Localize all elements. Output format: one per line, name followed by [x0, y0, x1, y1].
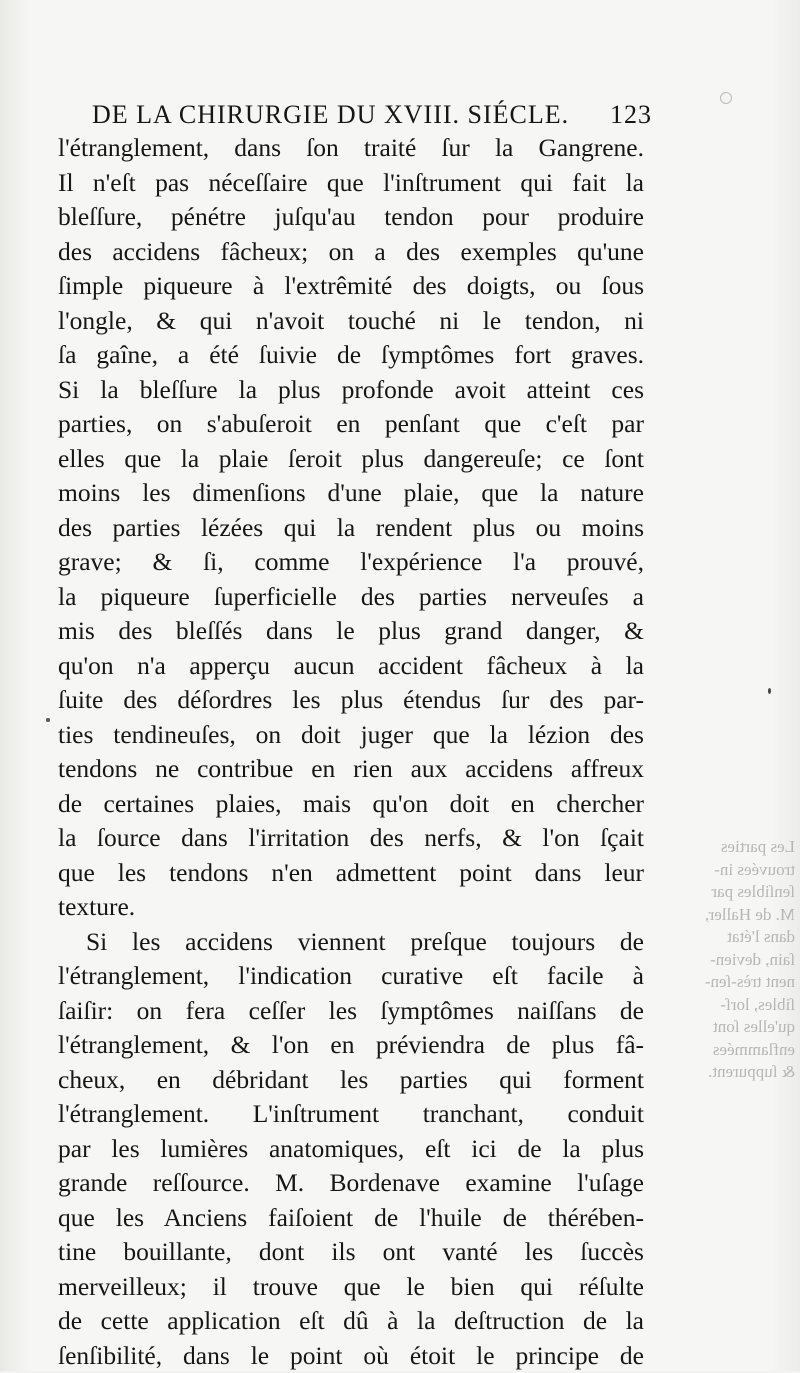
text-line: Si les accidens viennent preſque toujours de: [58, 925, 644, 960]
text-line: parties, on s'abuſeroit en penſant que c'eſt par: [58, 407, 644, 442]
text-line: elles que la plaie ſeroit plus dangereuſe; ce ſont: [58, 442, 644, 477]
text-line: ſuite des déſordres les plus étendus ſur des par-: [58, 683, 644, 718]
margin-note-line: M. de Haller,: [655, 904, 795, 927]
text-line: l'ongle, & qui n'avoit touché ni le tendon, ni: [58, 304, 644, 339]
margin-note-line: Les parties: [655, 836, 795, 859]
text-line: de certaines plaies, mais qu'on doit en chercher: [58, 787, 644, 822]
text-line: merveilleux; il trouve que le bien qui réſulte: [58, 1270, 644, 1305]
text-line: Si la bleſſure la plus profonde avoit atteint ces: [58, 373, 644, 408]
margin-note-line: ſenſibles par: [655, 881, 795, 904]
margin-note-line: enflammées: [655, 1039, 795, 1062]
text-line: texture.: [58, 890, 644, 925]
margin-note-line: dans l'état: [655, 926, 795, 949]
text-line: ſa gaîne, a été ſuivie de ſymptômes fort graves.: [58, 338, 644, 373]
margin-note-line: ſibles, lorſ-: [655, 994, 795, 1017]
text-line: la ſource dans l'irritation des nerfs, & l'on ſçait: [58, 821, 644, 856]
text-line: que les Anciens faiſoient de l'huile de thérében-: [58, 1201, 644, 1236]
text-line: des parties lézées qui la rendent plus ou moins: [58, 511, 644, 546]
text-line: que les tendons n'en admettent point dans leur: [58, 856, 644, 891]
text-line: tine bouillante, dont ils ont vanté les ſuccès: [58, 1235, 644, 1270]
text-line: grave; & ſi, comme l'expérience l'a prouvé,: [58, 545, 644, 580]
text-line: la piqueure ſuperficielle des parties nerveuſes a: [58, 580, 644, 615]
margin-note-bleedthrough: [655, 836, 795, 1084]
text-line: l'étranglement. L'inſtrument tranchant, conduit: [58, 1097, 644, 1132]
text-line: cheux, en débridant les parties qui forment: [58, 1063, 644, 1098]
text-line: ties tendineuſes, on doit juger que la lézion des: [58, 718, 644, 753]
text-line: des accidens fâcheux; on a des exemples qu'une: [58, 235, 644, 270]
ink-speck: [768, 688, 771, 694]
paragraph-2: [58, 925, 644, 1373]
margin-note-line: ſain, devien-: [655, 949, 795, 972]
margin-note-line: trouvées in-: [655, 859, 795, 882]
text-line: qu'on n'a apperçu aucun accident fâcheux à la: [58, 649, 644, 684]
text-line: moins les dimenſions d'une plaie, que la nature: [58, 476, 644, 511]
text-line: ſaiſir: on fera ceſſer les ſymptômes naiſſans de: [58, 994, 644, 1029]
text-line: par les lumières anatomiques, eſt ici de la plus: [58, 1132, 644, 1167]
faint-ornament-mark: [720, 92, 732, 104]
text-line: de cette application eſt dû à la deſtruction de la: [58, 1304, 644, 1339]
text-line: l'étranglement, l'indication curative eſt facile à: [58, 959, 644, 994]
text-line: tendons ne contribue en rien aux accidens affreux: [58, 752, 644, 787]
margin-note-line: & ſuppurent.: [655, 1061, 795, 1084]
page-number: 123: [610, 100, 652, 130]
paragraph-1: [58, 131, 644, 925]
margin-note-line: qu'elles ſont: [655, 1016, 795, 1039]
text-line: mis des bleſſés dans le plus grand danger, &: [58, 614, 644, 649]
running-title: DE LA CHIRURGIE DU XVIII. SIÉCLE.: [92, 100, 569, 130]
text-line: bleſſure, pénétre juſqu'au tendon pour produire: [58, 200, 644, 235]
ink-speck: [46, 718, 50, 722]
text-line: grande reſſource. M. Bordenave examine l'uſage: [58, 1166, 644, 1201]
text-line: ſimple piqueure à l'extrêmité des doigts, ou ſous: [58, 269, 644, 304]
text-line: l'étranglement, dans ſon traité ſur la Gangrene.: [58, 131, 644, 166]
text-line: Il n'eſt pas néceſſaire que l'inſtrument qui fait la: [58, 166, 644, 201]
body-text: [58, 131, 644, 1373]
margin-note-line: nent très-ſen-: [655, 971, 795, 994]
text-line: l'étranglement, & l'on en préviendra de plus fâ-: [58, 1028, 644, 1063]
text-line: ſenſibilité, dans le point où étoit le principe de: [58, 1339, 644, 1373]
